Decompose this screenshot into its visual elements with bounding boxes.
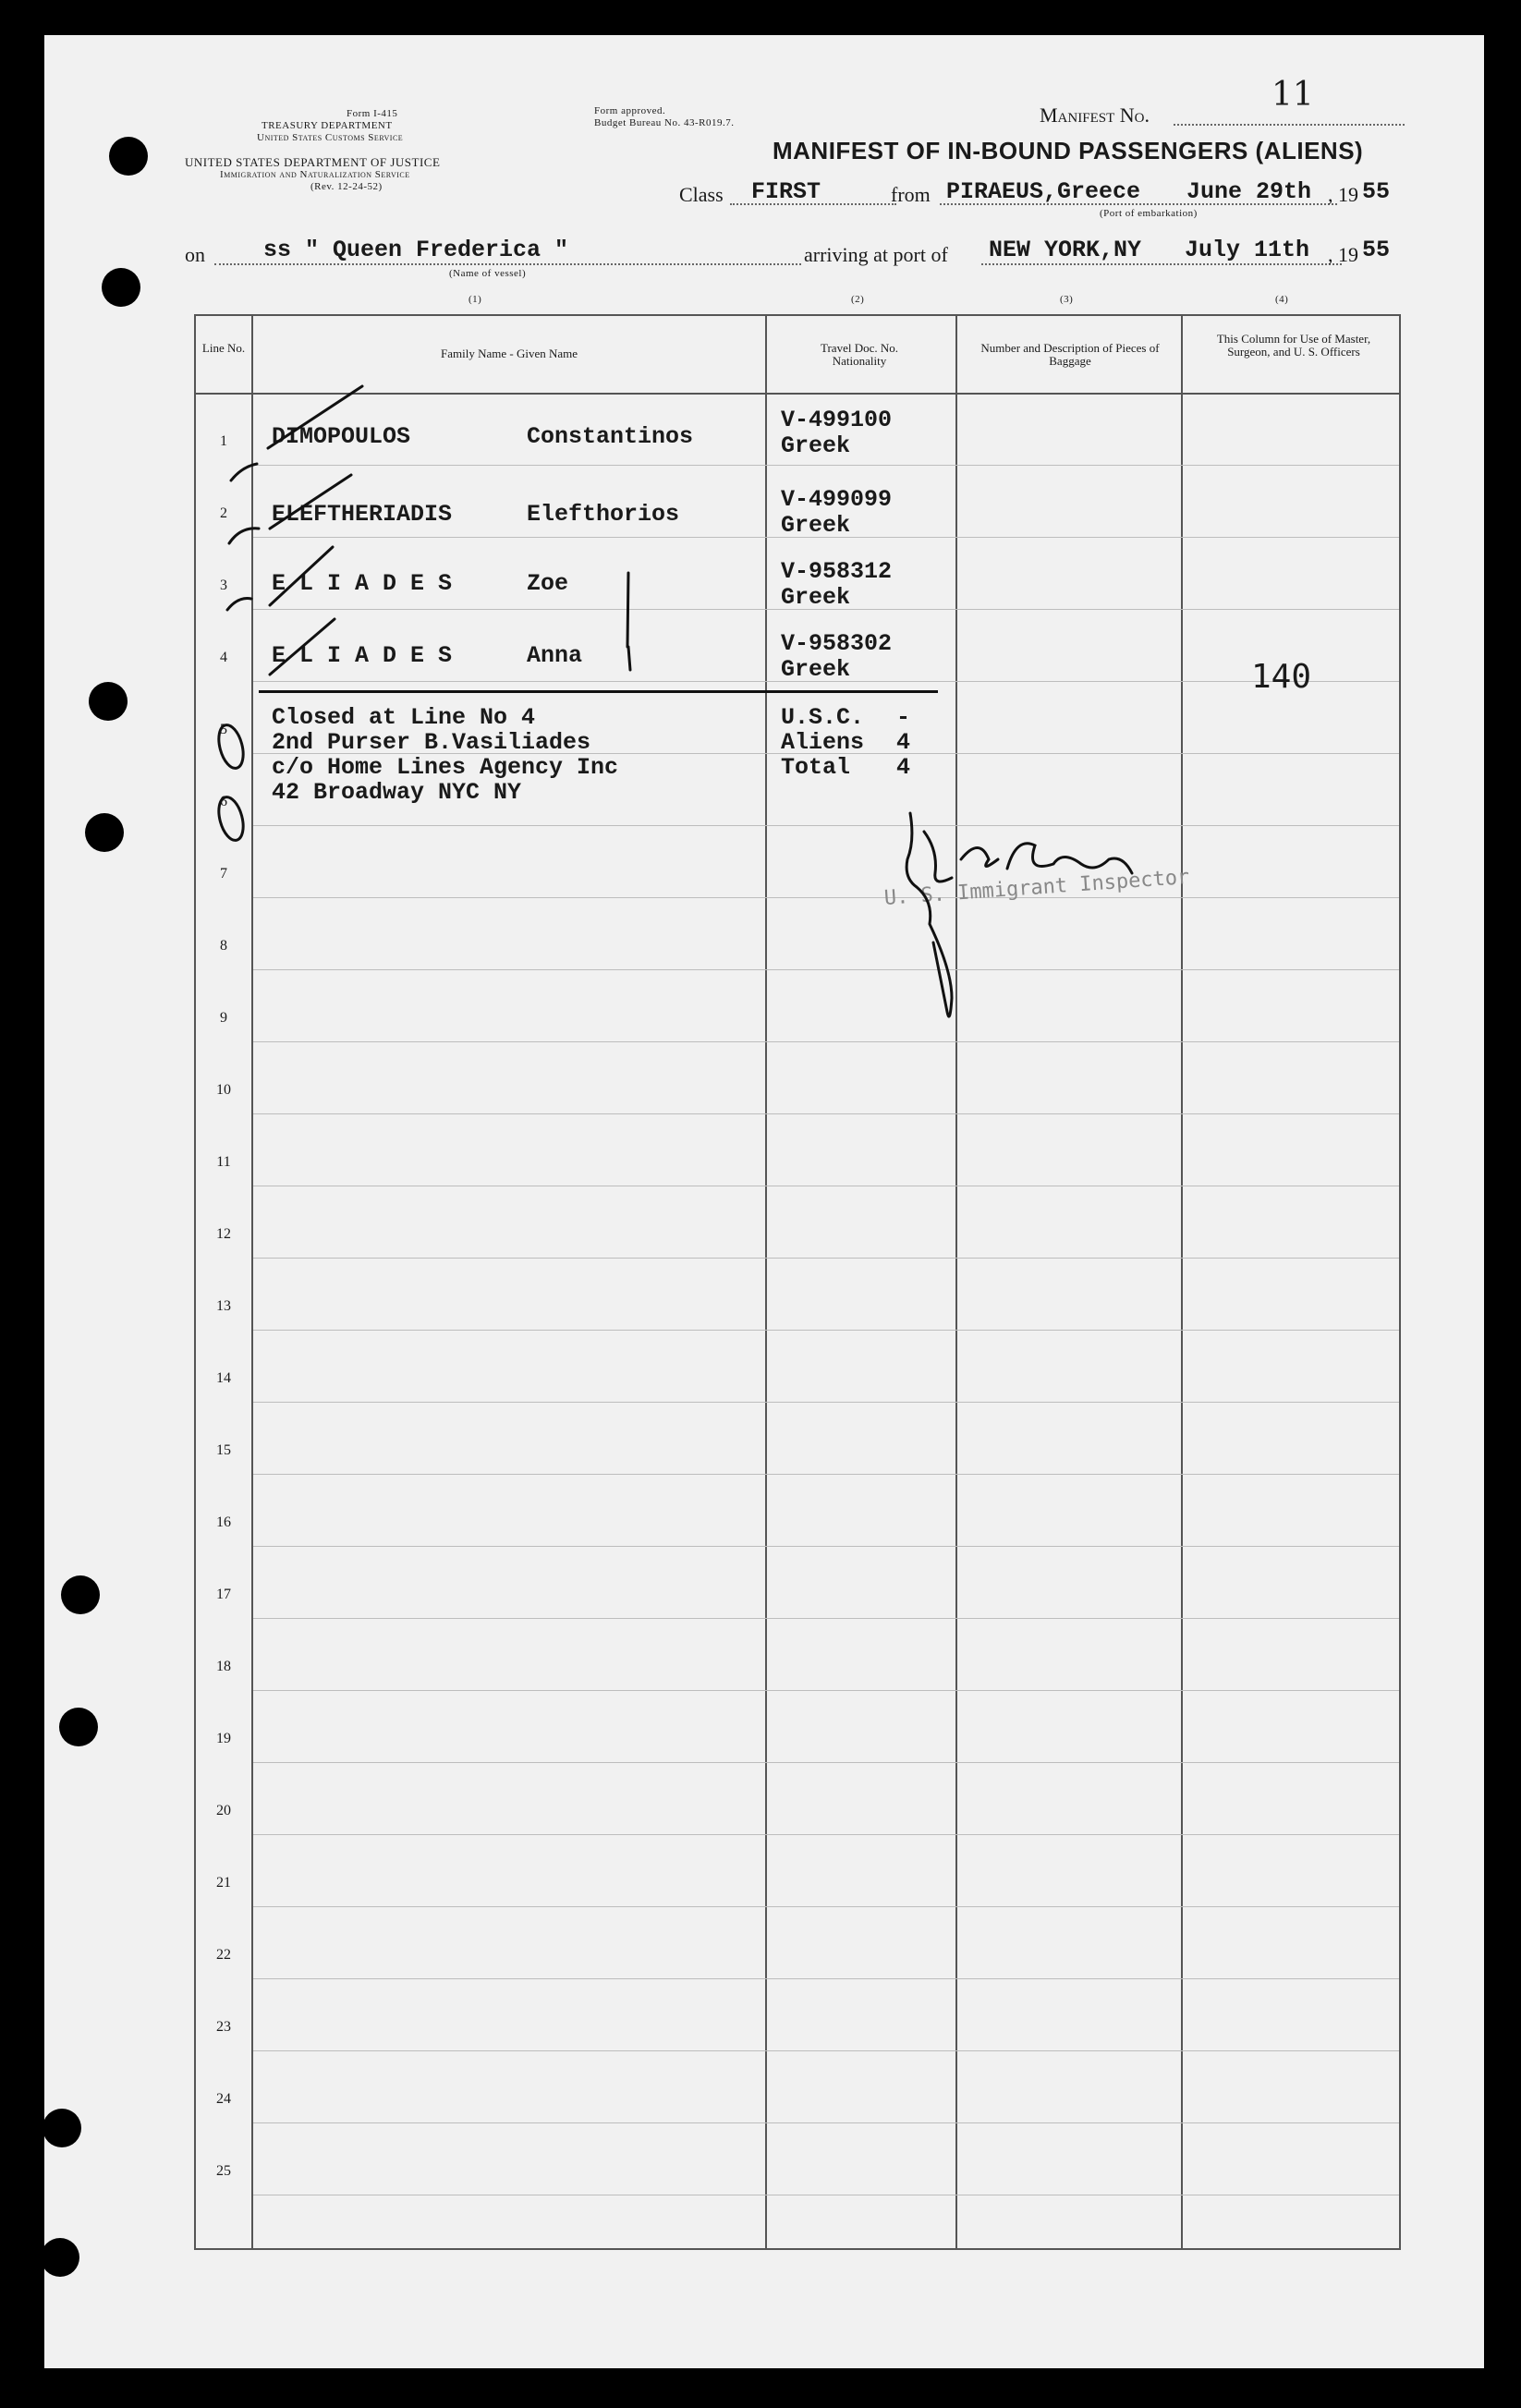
budget-bureau: Budget Bureau No. 43-R019.7. xyxy=(594,117,735,128)
summary-label: U.S.C. xyxy=(781,704,865,731)
officer-annotation: 140 xyxy=(1251,658,1312,696)
line-number: 14 xyxy=(216,1370,231,1386)
line-number: 8 xyxy=(220,938,227,954)
passenger-given-name: Elefthorios xyxy=(527,501,680,528)
summary-value: - xyxy=(896,704,911,731)
closing-line: c/o Home Lines Agency Inc xyxy=(272,754,619,781)
line-number: 7 xyxy=(220,866,227,882)
column-number: (3) xyxy=(1060,294,1074,305)
line-number: 17 xyxy=(216,1587,231,1602)
port-embarkation-note: (Port of embarkation) xyxy=(1100,208,1198,219)
embarkation-port: PIRAEUS,Greece xyxy=(946,178,1141,205)
class-label: Class xyxy=(679,183,724,206)
manifest-no-label: Manifest No. xyxy=(1040,103,1150,127)
column-header-officers: This Column for Use of Master, Surgeon, and U. S. Officers xyxy=(1216,332,1371,359)
departure-year: 55 xyxy=(1362,178,1391,205)
on-label: on xyxy=(185,243,205,266)
justice-department: UNITED STATES DEPARTMENT OF JUSTICE xyxy=(185,155,441,169)
arrival-port: NEW YORK,NY xyxy=(989,237,1142,263)
arrival-date: July 11th xyxy=(1185,237,1310,263)
line-number: 22 xyxy=(216,1947,231,1963)
line-number: 11 xyxy=(216,1154,231,1170)
closing-line: 42 Broadway NYC NY xyxy=(272,779,522,806)
passenger-given-name: Zoe xyxy=(527,570,569,597)
form-number: Form I-415 xyxy=(347,108,398,119)
form-revision: (Rev. 12-24-52) xyxy=(310,181,383,192)
line-number: 24 xyxy=(216,2091,231,2107)
summary-value: 4 xyxy=(896,754,911,781)
line-number: 18 xyxy=(216,1659,231,1674)
vessel-note: (Name of vessel) xyxy=(449,268,527,279)
departure-date: June 29th xyxy=(1186,178,1312,205)
arrival-year: 55 xyxy=(1362,237,1391,263)
passenger-nationality: Greek xyxy=(781,512,851,539)
line-number: 4 xyxy=(220,650,227,665)
column-number: (1) xyxy=(468,294,482,305)
column-number: (4) xyxy=(1275,294,1289,305)
line-number: 13 xyxy=(216,1298,231,1314)
year-prefix-2: , 19 xyxy=(1328,243,1358,266)
arriving-label: arriving at port of xyxy=(804,243,948,266)
line-number: 23 xyxy=(216,2019,231,2035)
customs-service: United States Customs Service xyxy=(257,132,404,143)
closing-line: Closed at Line No 4 xyxy=(272,704,536,731)
line-number: 16 xyxy=(216,1514,231,1530)
passenger-family-name: ELEFTHERIADIS xyxy=(272,501,453,528)
passenger-travel-doc: V-499099 xyxy=(781,486,893,513)
passenger-nationality: Greek xyxy=(781,584,851,611)
from-label: from xyxy=(891,183,931,206)
passenger-travel-doc: V-499100 xyxy=(781,407,893,433)
passenger-family-name: E L I A D E S xyxy=(272,642,453,669)
line-number: 1 xyxy=(220,433,227,449)
line-number: 9 xyxy=(220,1010,227,1026)
summary-label: Aliens xyxy=(781,729,865,756)
vessel-name: ss " Queen Frederica " xyxy=(263,237,569,263)
manifest-title: MANIFEST OF IN-BOUND PASSENGERS (ALIENS) xyxy=(773,137,1364,164)
line-number: 3 xyxy=(220,578,227,593)
passenger-travel-doc: V-958312 xyxy=(781,558,893,585)
year-prefix: , 19 xyxy=(1328,183,1358,206)
passenger-nationality: Greek xyxy=(781,432,851,459)
passenger-nationality: Greek xyxy=(781,656,851,683)
line-number: 25 xyxy=(216,2163,231,2179)
inspector-signature xyxy=(907,813,1132,1016)
closing-line: 2nd Purser B.Vasiliades xyxy=(272,729,591,756)
line-number: 10 xyxy=(216,1082,231,1098)
passenger-family-name: E L I A D E S xyxy=(272,570,453,597)
passenger-given-name: Constantinos xyxy=(527,423,694,450)
passenger-family-name: DIMOPOULOS xyxy=(272,423,411,450)
line-number: 2 xyxy=(220,505,227,521)
column-header-name: Family Name - Given Name xyxy=(440,347,578,360)
line-number: 21 xyxy=(216,1875,231,1891)
inspector-caption: U. S. Immigrant Inspector xyxy=(883,865,1191,910)
line-number: 15 xyxy=(216,1442,231,1458)
treasury-department: TREASURY DEPARTMENT xyxy=(262,120,393,131)
line-number: 19 xyxy=(216,1731,231,1746)
ins-name: Immigration and Naturalization Service xyxy=(220,169,410,180)
line-number: 20 xyxy=(216,1803,231,1818)
column-header-travel-doc: Travel Doc. No. Nationality xyxy=(820,341,898,368)
summary-label: Total xyxy=(781,754,851,781)
form-approved: Form approved. xyxy=(594,105,666,116)
line-number: 12 xyxy=(216,1226,231,1242)
manifest-number: 11 xyxy=(1272,76,1314,114)
class-value: FIRST xyxy=(751,178,821,205)
summary-value: 4 xyxy=(896,729,911,756)
column-header-line-no: Line No. xyxy=(201,341,246,355)
column-header-baggage: Number and Description of Pieces of Baggage xyxy=(980,341,1160,368)
line-number: 6 xyxy=(220,794,227,809)
line-number: 5 xyxy=(220,722,227,737)
passenger-travel-doc: V-958302 xyxy=(781,630,893,657)
passenger-given-name: Anna xyxy=(527,642,583,669)
column-number: (2) xyxy=(851,294,865,305)
